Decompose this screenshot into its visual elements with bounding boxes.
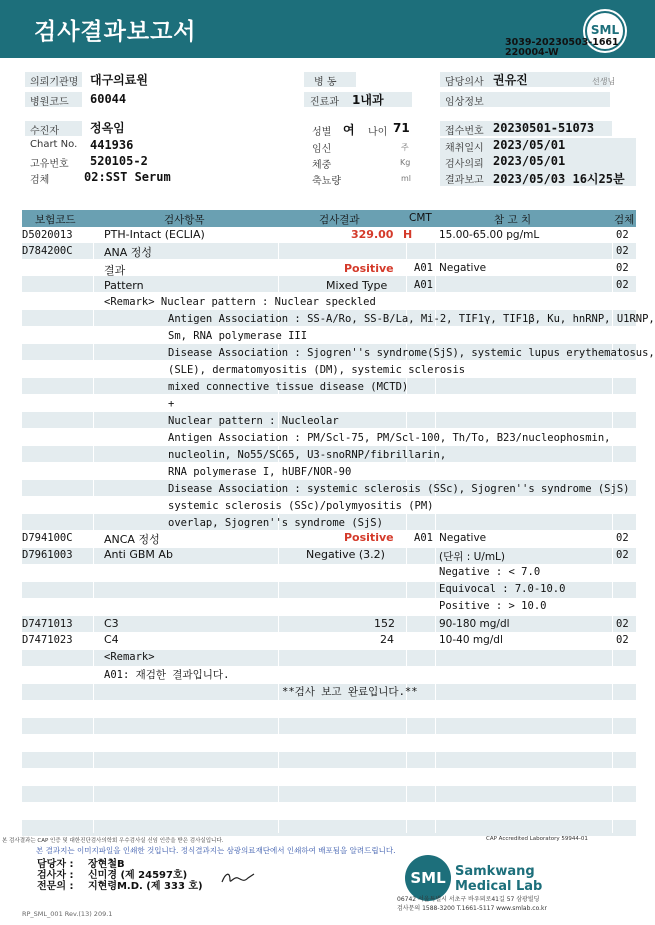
urine-label: 축뇨량 [312,176,341,187]
company-name-line1: Samkwang [455,864,535,879]
weight-label: 체중 [312,160,332,171]
row-reference: Negative [439,262,487,274]
row-code: D7961003 [22,549,73,561]
collected-value: 2023/05/01 [493,138,566,152]
report-end-note: **검사 보고 완료입니다.** [282,686,418,698]
row-item: Anti GBM Ab [104,548,173,561]
chart-value: 441936 [90,138,134,152]
row-specimen: 02 [616,634,629,646]
th-cmt: CMT [409,212,432,224]
hospital-code-label: 병원코드 [30,97,69,108]
remark-line: Antigen Association : SS-A/Ro, SS-B/La, Mi-2, TIF1γ, TIF1β, Ku, hnRNP, U1RNP, [168,313,655,325]
cap-note: CAP Accredited Laboratory 59944-01 [486,836,588,842]
row-result: Negative (3.2) [306,548,385,561]
report-id: 3039-20230503-1661 [505,37,619,48]
row-result: Positive [344,531,394,544]
row-code: D5020013 [22,229,73,241]
row-reference: Negative [439,532,487,544]
remark-line: systemic sclerosis (SSc)/polymyositis (PM) [168,500,434,512]
row-item: C3 [104,617,119,630]
specimen-label: 검체 [30,175,50,186]
specimen-value: 02:SST Serum [84,170,171,184]
row-reference: (단위 : U/mL) [439,551,505,563]
row-item: ANCA 정성 [104,533,160,546]
sex-value: 여 [343,123,355,137]
remark-line: Sm, RNA polymerase III [168,330,308,342]
remark-line: Nuclear pattern : Nucleolar [168,415,339,427]
reported-label: 결과보고 [445,175,484,186]
specialist-label: 전문의 : [37,881,74,892]
patient-label: 수진자 [30,126,59,137]
company-address: 06742 서울특별시 서초구 바우뫼로41길 57 삼광빌딩 [397,896,540,903]
report-title: 검사결과보고서 [34,19,197,45]
row-stripe [22,786,636,802]
row-item: 결과 [104,264,126,277]
row-item: ANA 정성 [104,246,153,259]
weight-unit: Kg [400,158,411,167]
specialist-value: 지현령M.D. (제 333 호) [88,881,203,892]
row-cmt: A01 [414,262,433,274]
row-cmt: A01 [414,532,433,544]
remark-line: nucleolin, No55/SC65, U3-snoRNP/fibrillarin, [168,449,447,461]
unique-value: 520105-2 [90,154,148,168]
remark-line: Antigen Association : PM/Scl-75, PM/Scl-100, Th/To, B23/nucleophosmin, [168,432,611,444]
chart-label: Chart No. [30,139,78,150]
column-divider [93,227,94,833]
sml-logo-icon: SML [585,11,625,51]
report-id-suffix: 220004-W [505,47,559,58]
urine-unit: ml [401,174,412,183]
institution-value: 대구의료원 [90,73,148,87]
remark-label: <Remark> [104,651,155,663]
patient-value: 정옥임 [90,121,125,135]
row-result: 152 [374,617,395,630]
row-item: Pattern [104,279,144,292]
doctor-label: 담당의사 [445,77,484,88]
row-code: D7471023 [22,634,73,646]
row-specimen: 02 [616,279,629,291]
row-stripe [22,752,636,768]
dept-label: 진료과 [310,97,339,108]
form-code: RP_SML_001 Rev.(13) 209.1 [22,910,113,918]
row-result: Mixed Type [326,279,388,292]
row-item: PTH-Intact (ECLIA) [104,228,205,241]
row-specimen: 02 [616,262,629,274]
receipt-value: 20230501-51073 [493,121,595,135]
th-specimen: 검체 [614,214,635,226]
doctor-value: 권유진 [493,73,528,87]
remark-line: (SLE), dermatomyositis (DM), systemic sclerosis [168,364,466,376]
reported-value: 2023/05/03 16시25분 [493,172,625,186]
row-cmt: A01 [414,279,433,291]
row-specimen: 02 [616,549,629,561]
row-specimen: 02 [616,229,629,241]
th-code: 보험코드 [35,214,76,226]
row-code: D7471013 [22,618,73,630]
requested-label: 검사의뢰 [445,159,484,170]
collected-label: 채취일시 [445,143,484,154]
dept-value: 1내과 [352,93,384,107]
row-specimen: 02 [616,618,629,630]
sml-footer-logo-icon: SML [405,855,451,901]
age-label: 나이 [368,127,388,138]
row-reference: 15.00-65.00 pg/mL [439,229,540,241]
hospital-code-value: 60044 [90,92,127,106]
row-specimen: 02 [616,245,629,257]
remark-line: + [168,398,175,410]
manager-label: 담당자 : [37,859,74,870]
remark-line: Disease Association : systemic sclerosis (SSc), Sjogren''s syndrome (SjS) [168,483,630,495]
reference-line: Equivocal : 7.0-10.0 [439,583,566,595]
row-specimen: 02 [616,532,629,544]
remark-line: mixed connective tissue disease (MCTD) [168,381,409,393]
row-item: C4 [104,633,119,646]
th-reference: 참 고 치 [494,214,532,226]
row-result: Positive [344,262,394,275]
remark-a01: A01: 재검한 결과입니다. [104,669,230,681]
age-value: 71 [393,121,410,135]
remark-line: Disease Association : Sjogren''s syndrome(SjS), systemic lupus erythematosus, [168,347,655,359]
manager-value: 장현철B [88,859,125,870]
ward-label: 병 동 [314,77,337,88]
row-flag: H [403,228,413,241]
reference-line: Positive : > 10.0 [439,600,547,612]
requested-value: 2023/05/01 [493,154,566,168]
signature-icon [218,868,258,888]
receipt-label: 접수번호 [445,126,484,137]
unique-label: 고유번호 [30,159,69,170]
institution-label: 의뢰기관명 [30,77,79,88]
row-code: D784200C [22,245,73,257]
examiner-label: 검사자 : [37,870,74,881]
row-result: 24 [380,633,394,646]
remark-line: overlap, Sjogren''s syndrome (SjS) [168,517,383,529]
row-result: 329.00 [351,228,394,241]
row-stripe [22,718,636,734]
pregnancy-unit: 주 [401,143,409,152]
reference-line: Negative : < 7.0 [439,566,541,578]
th-result: 검사결과 [319,214,360,226]
th-item: 검사항목 [164,214,205,226]
pregnancy-label: 임신 [312,144,332,155]
row-code: D794100C [22,532,73,544]
company-phone: 검사문의 1588-3200 T.1661-5117 www.smlab.co.kr [397,905,547,912]
clinical-label: 임상정보 [445,97,484,108]
company-name-line2: Medical Lab [455,879,543,894]
accreditation-note: 본 검사결과는 CAP 인증 및 대한진단검사의학회 우수검사실 신임 인증을 받은 검사실입니다. [2,838,224,844]
doctor-suffix: 선생님 [592,77,616,86]
remark-line: RNA polymerase I, hUBF/NOR-90 [168,466,352,478]
examiner-value: 신미경 (제 24597호) [88,870,188,881]
row-reference: 90-180 mg/dl [439,618,510,630]
row-stripe [22,820,636,836]
remark-line: <Remark> Nuclear pattern : Nuclear speckled [104,296,376,308]
sex-label: 성별 [312,127,332,138]
row-reference: 10-40 mg/dl [439,634,503,646]
print-notice: 본 결과지는 이미지파일을 인쇄한 것입니다. 정식결과지는 삼광의료재단에서 인쇄하여 배포됨을 알려드립니다. [36,846,396,855]
